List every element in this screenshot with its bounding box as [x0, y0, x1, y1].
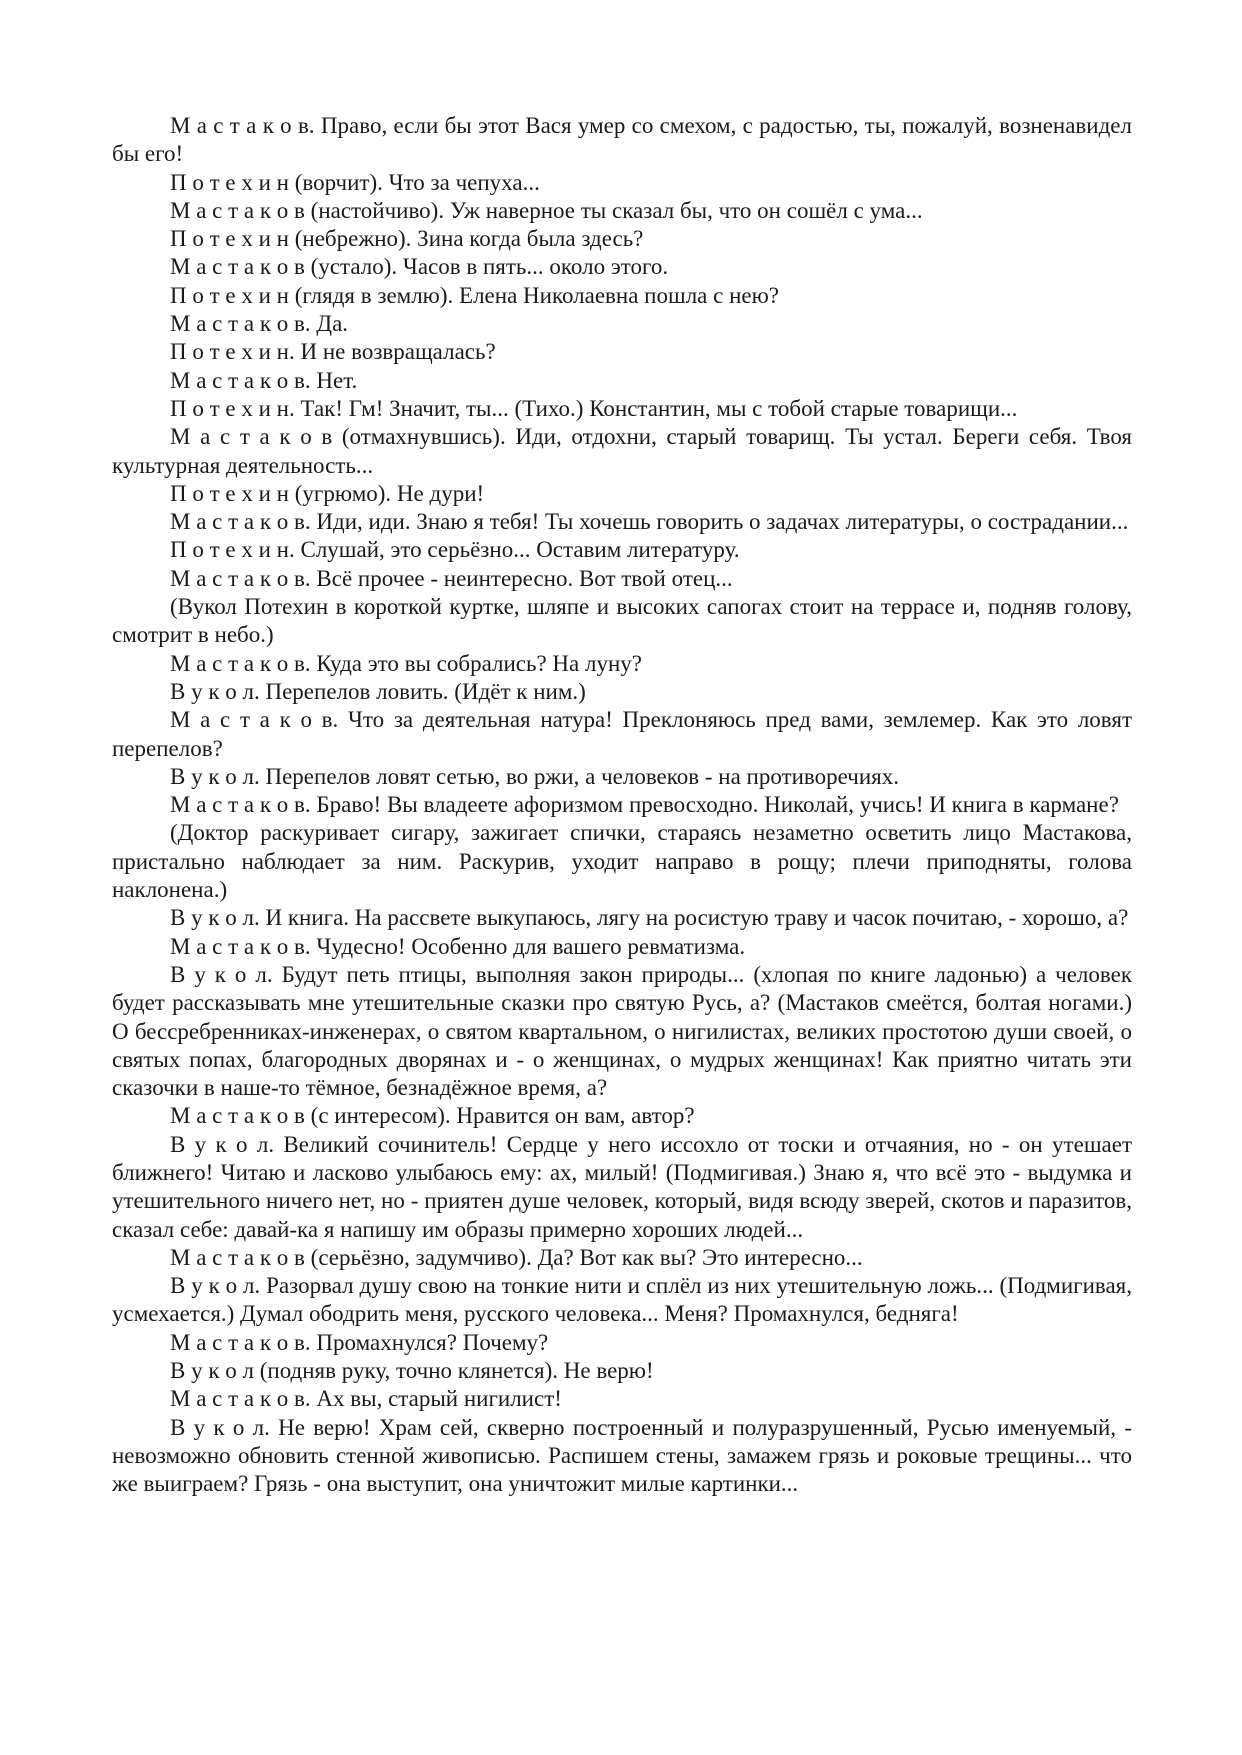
paragraph-21: М а с т а к о в. Браво! Вы владеете афоризмом превосходно. Николай, учись! И книга в кармане?	[170, 792, 1119, 818]
paragraph-10: П о т е х и н. Так! Гм! Значит, ты... (Тихо.) Константин, мы с тобой старые товарищи...	[170, 395, 1018, 421]
paragraph-4: П о т е х и н (небрежно). Зина когда была здесь?	[170, 226, 644, 252]
paragraph-29: В у к о л. Разорвал душу свою на тонкие нити и сплёл из них утешительную ложь... (Подмигивая, усмехается.) Думал ободрить меня, русского человека... Меня? Промахнулся, бедняга!	[112, 1273, 1132, 1327]
paragraph-5: М а с т а к о в (устало). Часов в пять... около этого.	[170, 254, 669, 280]
paragraph-32: М а с т а к о в. Ах вы, старый нигилист!	[170, 1386, 562, 1412]
paragraph-26: М а с т а к о в (с интересом). Нравится он вам, автор?	[170, 1103, 695, 1129]
paragraph-3: М а с т а к о в (настойчиво). Уж наверное ты сказал бы, что он сошёл с ума...	[170, 197, 923, 223]
paragraph-31: В у к о л (подняв руку, точно клянется). Не верю!	[170, 1358, 654, 1384]
stage-direction-2: (Доктор раскуривает сигару, зажигает спички, стараясь незаметно осветить лицо Мастакова, пристально наблюдает за ним. Раскурив, уходит направо в рощу; плечи приподняты, голова наклонена.)	[112, 820, 1132, 903]
paragraph-1: М а с т а к о в. Право, если бы этот Вася умер со смехом, с радостью, ты, пожалуй, возненавидел бы его!	[112, 113, 1132, 167]
page-text	[112, 112, 1132, 1499]
paragraph-30: М а с т а к о в. Промахнулся? Почему?	[170, 1329, 549, 1355]
paragraph-23: В у к о л. И книга. На рассвете выкупаюсь, лягу на росистую траву и часок почитаю, - хорошо, а?	[170, 905, 1129, 931]
paragraph-14: П о т е х и н. Слушай, это серьёзно... Оставим литературу.	[170, 537, 740, 563]
paragraph-2: П о т е х и н (ворчит). Что за чепуха...	[170, 169, 540, 195]
paragraph-6: П о т е х и н (глядя в землю). Елена Николаевна пошла с нею?	[170, 282, 779, 308]
stage-direction-1: (Вукол Потехин в короткой куртке, шляпе и высоких сапогах стоит на террасе и, подняв голову, смотрит в небо.)	[112, 594, 1132, 648]
paragraph-13: М а с т а к о в. Иди, иди. Знаю я тебя! Ты хочешь говорить о задачах литературы, о сострадании...	[170, 509, 1129, 535]
paragraph-19: М а с т а к о в. Что за деятельная натура! Преклоняюсь пред вами, землемер. Как это ловят перепелов?	[112, 707, 1132, 761]
paragraph-11: М а с т а к о в (отмахнувшись). Иди, отдохни, старый товарищ. Ты устал. Береги себя. Твоя культурная деятельность...	[112, 424, 1132, 478]
paragraph-15: М а с т а к о в. Всё прочее - неинтересно. Вот твой отец...	[170, 565, 733, 591]
paragraph-25: В у к о л. Будут петь птицы, выполняя закон природы... (хлопая по книге ладонью) а человек будет рассказывать мне утешительные сказки про святую Русь, а? (Мастаков смеётся, болтая ногами.) О бессребренниках-инженерах, о святом квартальном, о нигилистах, великих простотою души своей, о святых попах, благородных дворянах и - о женщинах, о мудрых женщинах! Как приятно читать эти сказочки в наше-то тёмное, безнадёжное время, а?	[112, 961, 1132, 1101]
paragraph-24: М а с т а к о в. Чудесно! Особенно для вашего ревматизма.	[170, 933, 746, 959]
paragraph-12: П о т е х и н (угрюмо). Не дури!	[170, 480, 485, 506]
paragraph-7: М а с т а к о в. Да.	[170, 311, 349, 337]
paragraph-27: В у к о л. Великий сочинитель! Сердце у него иссохло от тоски и отчаяния, но - он утешает ближнего! Читаю и ласково улыбаюсь ему: ах, милый! (Подмигивая.) Знаю я, что всё это - выдумка и утешительного ничего нет, но - приятен душе человек, который, видя всюду зверей, скотов и паразитов, сказал себе: давай-ка я напишу им образы примерно хороших людей...	[112, 1131, 1132, 1242]
paragraph-18: В у к о л. Перепелов ловить. (Идёт к ним.)	[170, 678, 586, 704]
paragraph-33: В у к о л. Не верю! Храм сей, скверно построенный и полуразрушенный, Русью именуемый, - невозможно обновить стенной живописью. Распишем стены, замажем грязь и роковые трещины... что же выиграем? Грязь - она выступит, она уничтожит милые картинки...	[112, 1414, 1132, 1497]
paragraph-17: М а с т а к о в. Куда это вы собрались? На луну?	[170, 650, 642, 676]
paragraph-28: М а с т а к о в (серьёзно, задумчиво). Да? Вот как вы? Это интересно...	[170, 1244, 863, 1270]
paragraph-20: В у к о л. Перепелов ловят сетью, во ржи, а человеков - на противоречиях.	[170, 763, 899, 789]
paragraph-8: П о т е х и н. И не возвращалась?	[170, 339, 496, 365]
paragraph-9: М а с т а к о в. Нет.	[170, 367, 358, 393]
